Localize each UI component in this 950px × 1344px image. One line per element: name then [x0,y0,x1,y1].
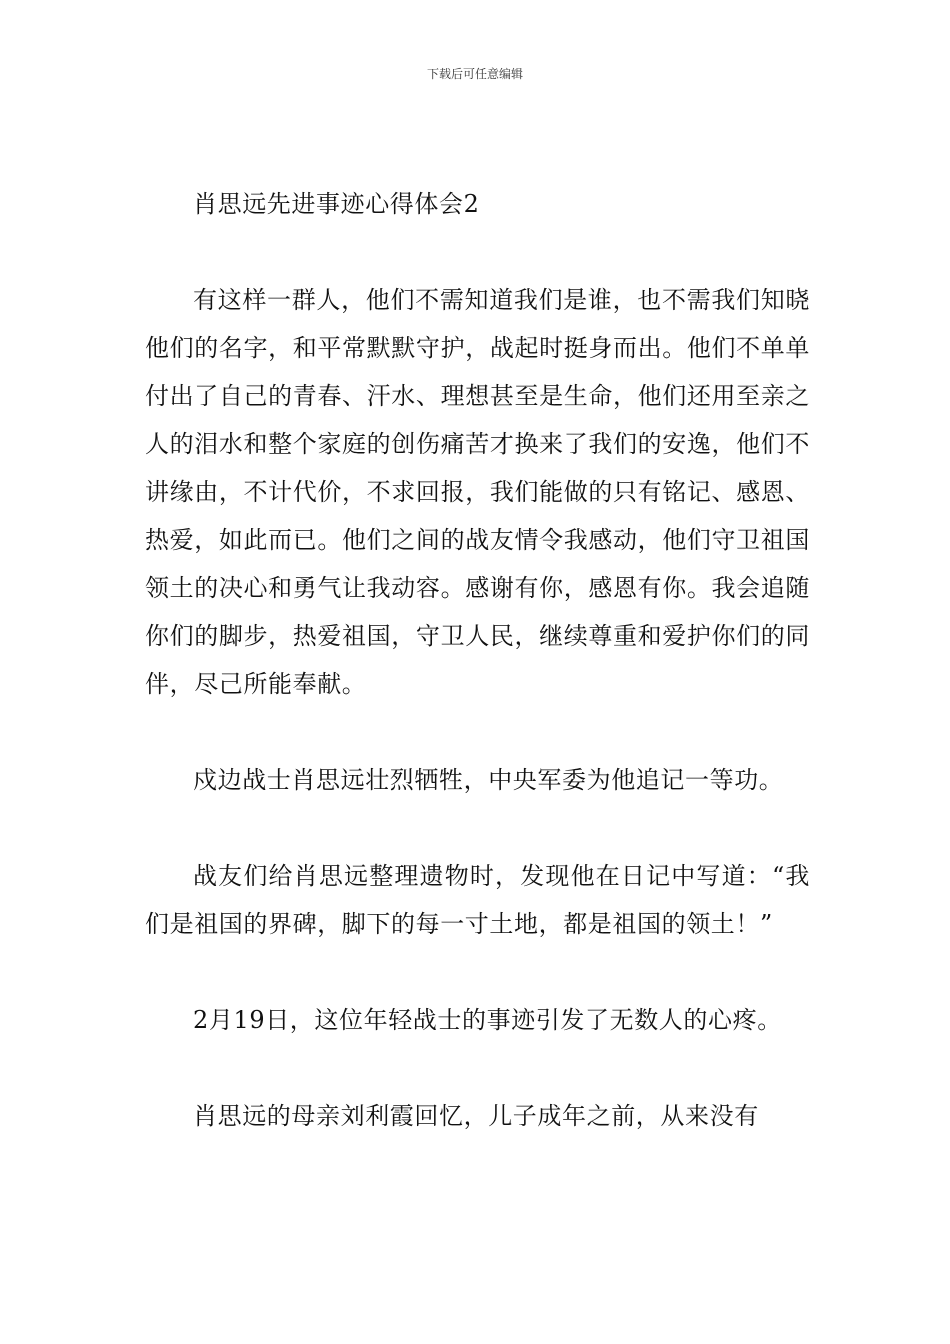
page-header-note: 下载后可任意编辑 [426,67,523,81]
document-body [145,180,810,1140]
paragraph: 有这样一群人，他们不需知道我们是谁，也不需我们知晓他们的名字，和平常默默守护，战起时挺身而出。他们不单单付出了自己的青春、汗水、理想甚至是生命，他们还用至亲之人的泪水和整个家庭的创伤痛苦才换来了我们的安逸，他们不讲缘由，不计代价，不求回报，我们能做的只有铭记、感恩、热爱，如此而已。他们之间的战友情令我感动，他们守卫祖国领土的决心和勇气让我动容。感谢有你，感恩有你。我会追随你们的脚步，热爱祖国，守卫人民，继续尊重和爱护你们的同伴，尽己所能奉献。 [145,286,810,698]
paragraph: 肖思远的母亲刘利霞回忆，儿子成年之前，从来没有 [193,1102,759,1130]
paragraph: 戍边战士肖思远壮烈牺牲，中央军委为他追记一等功。 [193,766,784,794]
document-title: 肖思远先进事迹心得体会2 [193,190,480,218]
paragraph: 战友们给肖思远整理遗物时，发现他在日记中写道：“我们是祖国的界碑，脚下的每一寸土地，都是祖国的领土！” [145,862,810,938]
paragraph: 2月19日，这位年轻战士的事迹引发了无数人的心疼。 [193,1006,782,1034]
